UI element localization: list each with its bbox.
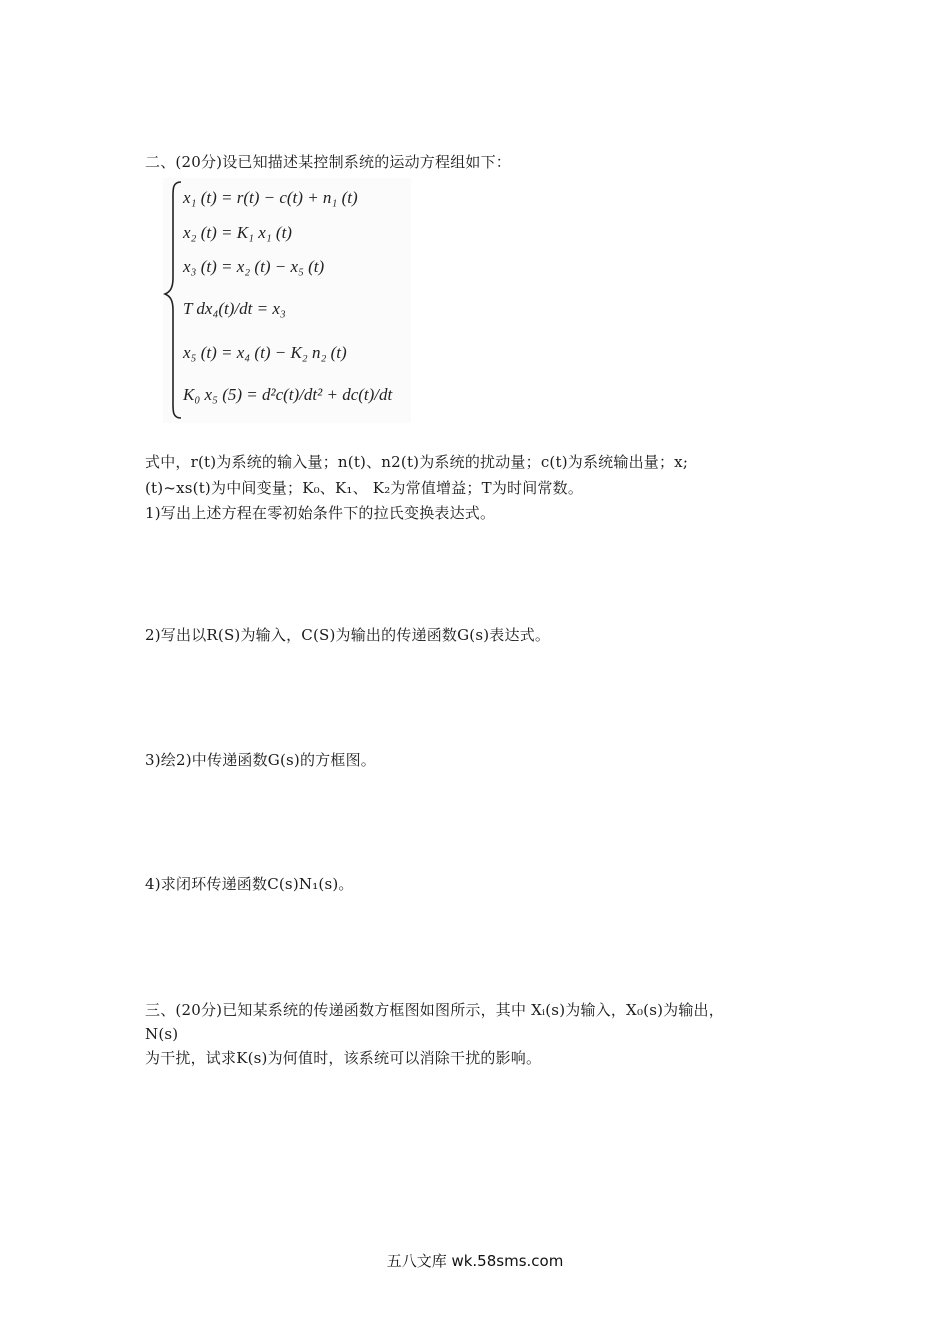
question-3-line-1: 三、(20分)已知某系统的传递函数方框图如图所示，其中 Xᵢ(s)为输入，X₀(s)为输出， <box>145 1001 724 1019</box>
equation-5: x₅ (t) = x₄ (t) − K₂ n₂ (t) <box>183 343 347 362</box>
sub-question-1: 1)写出上述方程在零初始条件下的拉氏变换表达式。 <box>145 504 496 522</box>
equation-3: x₃ (t) = x₂ (t) − x₅ (t) <box>183 257 325 276</box>
equation-1: x₁ (t) = r(t) − c(t) + n₁ (t) <box>183 188 358 207</box>
equation-6: K₀ x₅ (5) = d²c(t)/dt² + dc(t)/dt <box>183 385 393 404</box>
equation-4: T dx₄(t)/dt = x₃ <box>183 299 286 318</box>
sub-question-3: 3)绘2)中传递函数G(s)的方框图。 <box>145 751 376 769</box>
footer-watermark: 五八文库 wk.58sms.com <box>386 1252 564 1270</box>
sub-question-4: 4)求闭环传递函数C(s)N₁(s)。 <box>145 875 354 893</box>
sub-question-2: 2)写出以R(S)为输入，C(S)为输出的传递函数G(s)表达式。 <box>145 626 551 644</box>
question-3-line-3: 为干扰，试求K(s)为何值时，该系统可以消除干扰的影响。 <box>145 1049 542 1067</box>
equation-2: x₂ (t) = K₁ x₁ (t) <box>183 223 292 242</box>
variable-note-line-2: (t)~xs(t)为中间变量；K₀、K₁、 K₂为常值增益；T为时间常数。 <box>145 479 584 497</box>
question-2-heading: 二、(20分)设已知描述某控制系统的运动方程组如下： <box>145 153 511 171</box>
variable-note-line-1: 式中，r(t)为系统的输入量；n(t)、n2(t)为系统的扰动量；c(t)为系统输出量；x; <box>145 453 689 471</box>
equation-system-image <box>163 178 411 423</box>
question-3-line-2: N(s) <box>145 1025 179 1043</box>
